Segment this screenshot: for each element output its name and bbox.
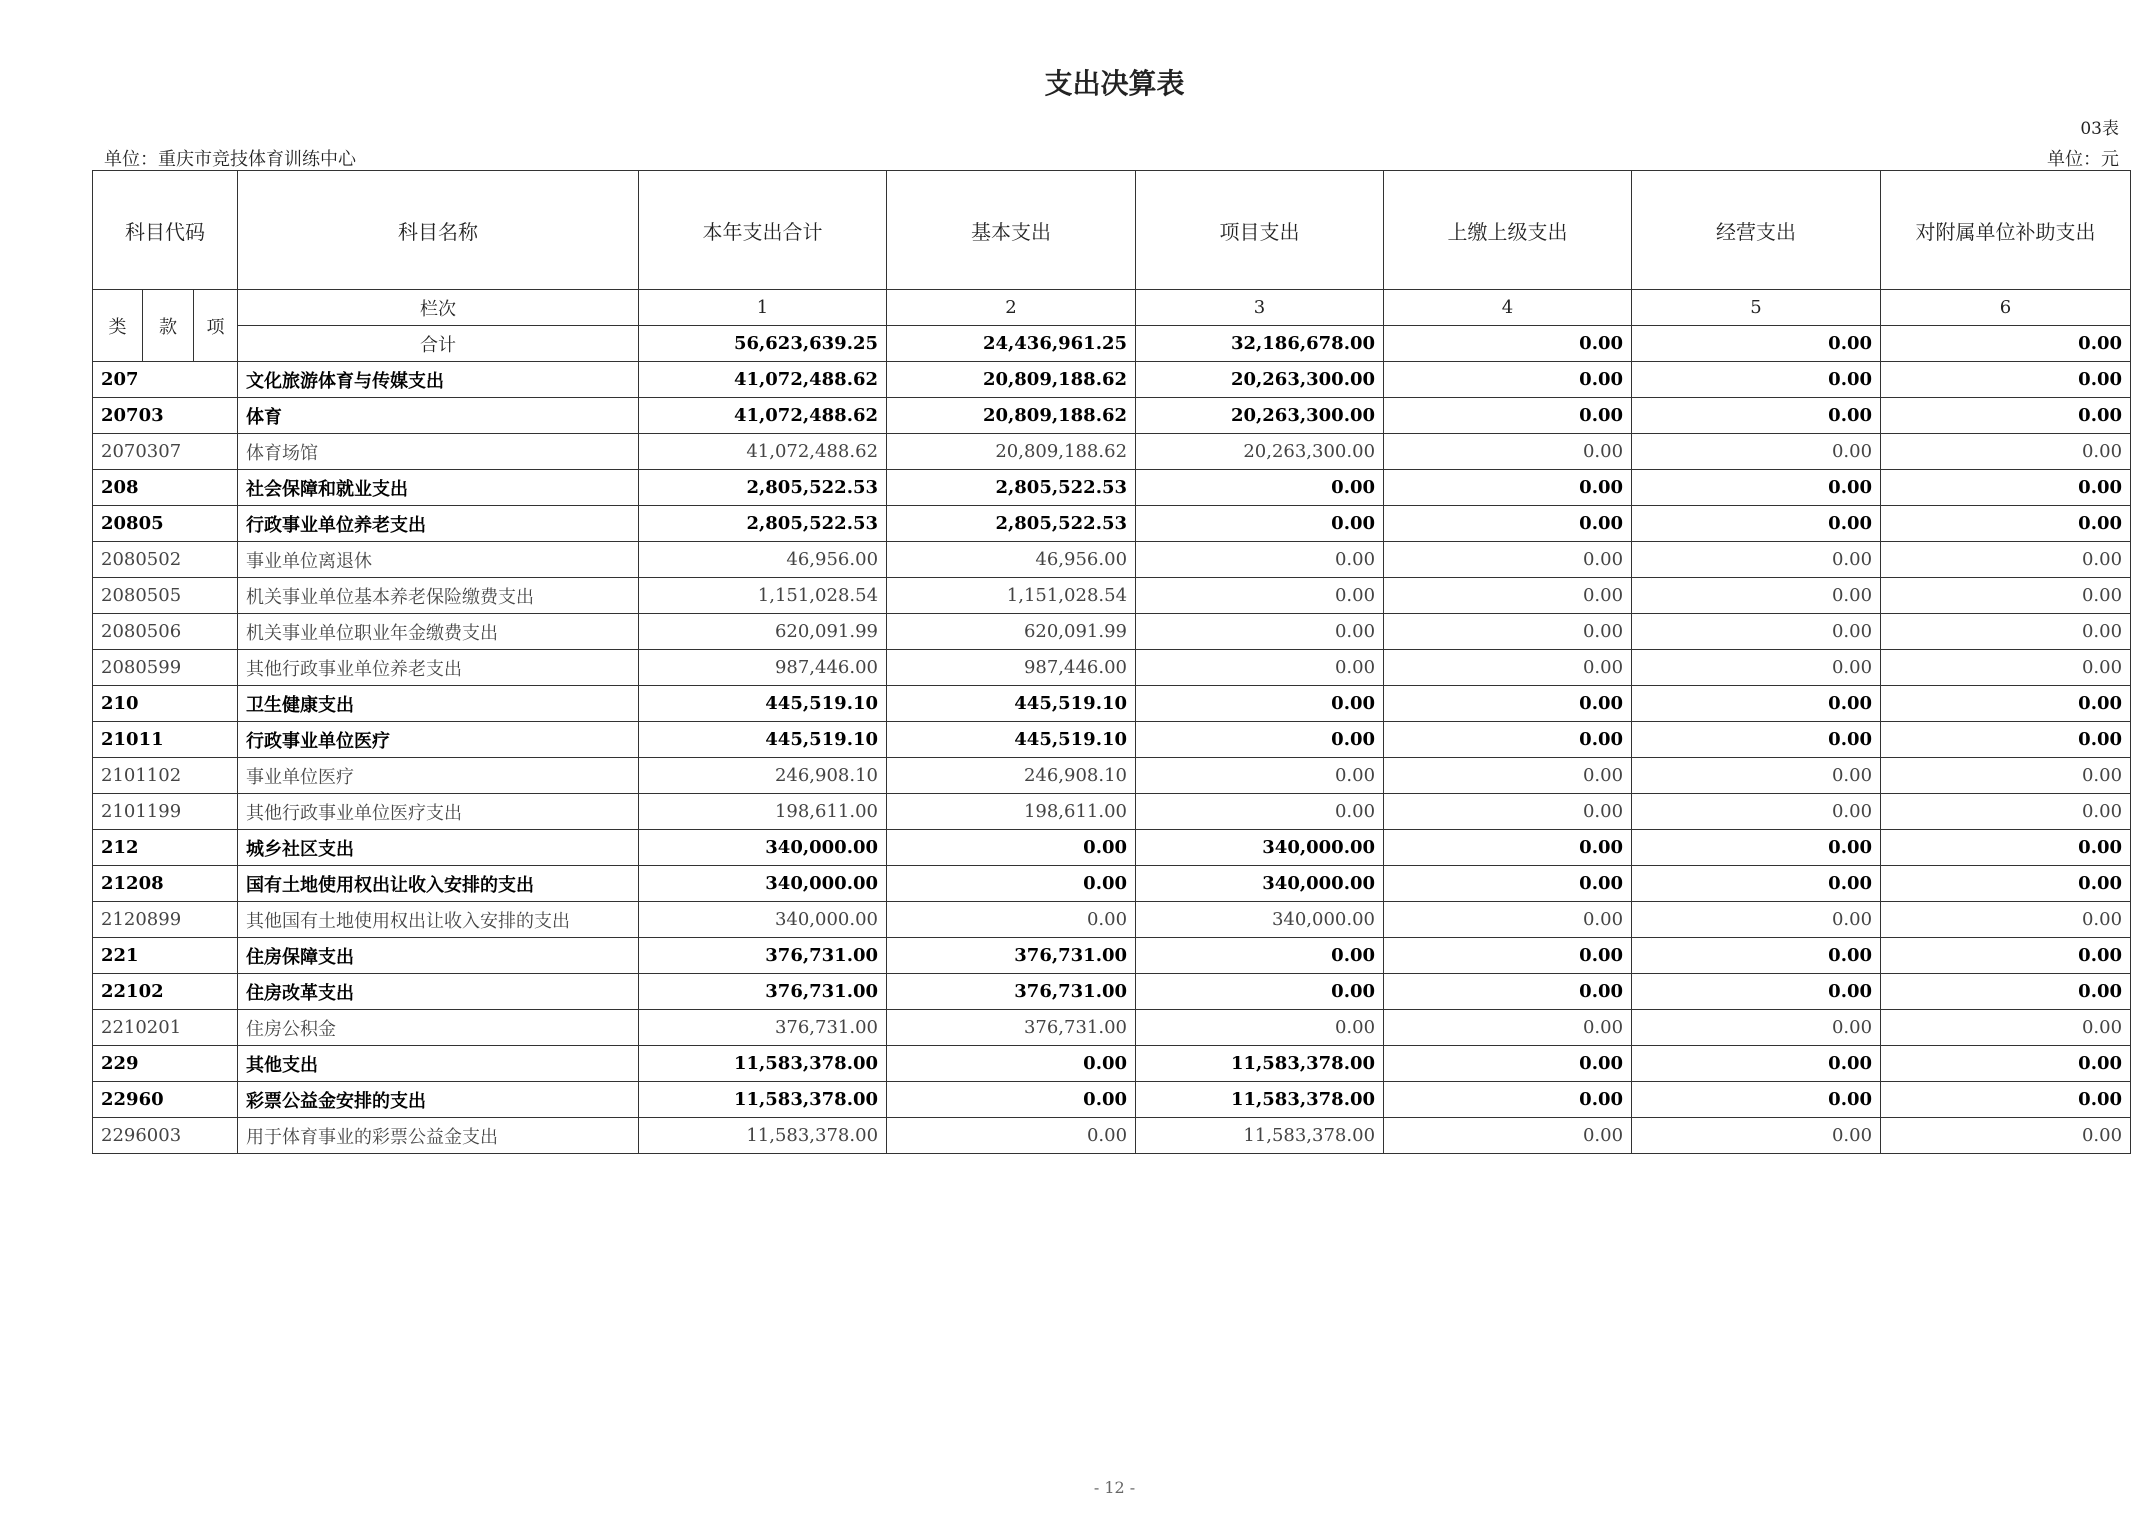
amount-cell: 376,731.00 bbox=[887, 974, 1136, 1010]
amount-cell: 20,809,188.62 bbox=[887, 362, 1136, 398]
total-row bbox=[93, 326, 2131, 362]
amount-cell: 0.00 bbox=[1384, 830, 1632, 866]
amount-cell: 0.00 bbox=[1136, 722, 1384, 758]
amount-cell: 0.00 bbox=[1384, 1046, 1632, 1082]
amount-cell: 0.00 bbox=[1384, 398, 1632, 434]
subject-name: 城乡社区支出 bbox=[238, 830, 639, 866]
total-label: 合计 bbox=[238, 326, 639, 362]
subject-code: 229 bbox=[93, 1046, 238, 1082]
amount-cell: 0.00 bbox=[1384, 362, 1632, 398]
subject-name: 国有土地使用权出让收入安排的支出 bbox=[238, 866, 639, 902]
subject-code: 22102 bbox=[93, 974, 238, 1010]
subject-name: 住房保障支出 bbox=[238, 938, 639, 974]
subject-name: 彩票公益金安排的支出 bbox=[238, 1082, 639, 1118]
amount-cell: 46,956.00 bbox=[887, 542, 1136, 578]
amount-cell: 445,519.10 bbox=[887, 686, 1136, 722]
subject-code: 21208 bbox=[93, 866, 238, 902]
amount-cell: 198,611.00 bbox=[639, 794, 887, 830]
subject-code: 2070307 bbox=[93, 434, 238, 470]
amount-cell: 2,805,522.53 bbox=[887, 470, 1136, 506]
amount-cell: 987,446.00 bbox=[887, 650, 1136, 686]
subject-name: 机关事业单位职业年金缴费支出 bbox=[238, 614, 639, 650]
amount-cell: 0.00 bbox=[1632, 1118, 1881, 1154]
amount-cell: 0.00 bbox=[1632, 758, 1881, 794]
amount-cell: 0.00 bbox=[1632, 614, 1881, 650]
amount-cell: 376,731.00 bbox=[887, 938, 1136, 974]
amount-cell: 0.00 bbox=[1384, 938, 1632, 974]
amount-cell: 0.00 bbox=[1881, 470, 2131, 506]
lei-label: 类 bbox=[93, 290, 143, 362]
amount-cell: 0.00 bbox=[1881, 434, 2131, 470]
col-number: 4 bbox=[1384, 290, 1632, 326]
subject-code: 2080506 bbox=[93, 614, 238, 650]
amount-cell: 376,731.00 bbox=[887, 1010, 1136, 1046]
table-row bbox=[93, 434, 2131, 470]
subject-code: 22960 bbox=[93, 1082, 238, 1118]
amount-cell: 0.00 bbox=[1632, 830, 1881, 866]
amount-cell: 0.00 bbox=[1384, 902, 1632, 938]
amount-cell: 0.00 bbox=[1384, 650, 1632, 686]
amount-cell: 0.00 bbox=[1881, 722, 2131, 758]
amount-cell: 0.00 bbox=[887, 830, 1136, 866]
header-code: 科目代码 bbox=[93, 171, 238, 290]
amount-cell: 0.00 bbox=[1136, 974, 1384, 1010]
header-name: 科目名称 bbox=[238, 171, 639, 290]
amount-cell: 0.00 bbox=[1632, 650, 1881, 686]
table-row bbox=[93, 938, 2131, 974]
amount-cell: 0.00 bbox=[1136, 650, 1384, 686]
amount-cell: 0.00 bbox=[1136, 686, 1384, 722]
col-number: 6 bbox=[1881, 290, 2131, 326]
subject-name: 体育 bbox=[238, 398, 639, 434]
amount-cell: 11,583,378.00 bbox=[1136, 1082, 1384, 1118]
subject-code: 2120899 bbox=[93, 902, 238, 938]
amount-cell: 0.00 bbox=[1136, 614, 1384, 650]
amount-cell: 0.00 bbox=[1632, 902, 1881, 938]
page-number: - 12 - bbox=[1093, 1478, 1136, 1497]
subject-name: 卫生健康支出 bbox=[238, 686, 639, 722]
amount-cell: 376,731.00 bbox=[639, 938, 887, 974]
amount-cell: 41,072,488.62 bbox=[639, 362, 887, 398]
amount-cell: 0.00 bbox=[1632, 470, 1881, 506]
subject-code: 212 bbox=[93, 830, 238, 866]
subject-name: 其他行政事业单位养老支出 bbox=[238, 650, 639, 686]
subject-code: 20703 bbox=[93, 398, 238, 434]
col-number: 3 bbox=[1136, 290, 1384, 326]
table-row bbox=[93, 542, 2131, 578]
expenditure-table bbox=[92, 170, 2131, 1154]
subject-name: 住房公积金 bbox=[238, 1010, 639, 1046]
header-subsidy: 对附属单位补助支出 bbox=[1881, 171, 2131, 290]
amount-cell: 0.00 bbox=[1881, 506, 2131, 542]
amount-cell: 0.00 bbox=[1384, 542, 1632, 578]
amount-cell: 11,583,378.00 bbox=[639, 1118, 887, 1154]
amount-cell: 445,519.10 bbox=[887, 722, 1136, 758]
kuan-label: 款 bbox=[143, 290, 194, 362]
table-row bbox=[93, 686, 2131, 722]
header-upper: 上缴上级支出 bbox=[1384, 171, 1632, 290]
amount-cell: 620,091.99 bbox=[639, 614, 887, 650]
amount-cell: 246,908.10 bbox=[639, 758, 887, 794]
amount-cell: 0.00 bbox=[1136, 794, 1384, 830]
xiang-label: 项 bbox=[194, 290, 238, 362]
amount-cell: 0.00 bbox=[1384, 614, 1632, 650]
amount-cell: 0.00 bbox=[1632, 722, 1881, 758]
subject-name: 行政事业单位养老支出 bbox=[238, 506, 639, 542]
subject-code: 2080505 bbox=[93, 578, 238, 614]
amount-cell: 0.00 bbox=[1881, 542, 2131, 578]
amount-cell: 0.00 bbox=[1881, 398, 2131, 434]
amount-cell: 0.00 bbox=[1881, 686, 2131, 722]
amount-cell: 376,731.00 bbox=[639, 1010, 887, 1046]
table-row bbox=[93, 902, 2131, 938]
table-row bbox=[93, 722, 2131, 758]
subject-name: 事业单位医疗 bbox=[238, 758, 639, 794]
amount-cell: 0.00 bbox=[1136, 542, 1384, 578]
amount-cell: 0.00 bbox=[1632, 866, 1881, 902]
amount-cell: 246,908.10 bbox=[887, 758, 1136, 794]
amount-cell: 0.00 bbox=[1136, 1010, 1384, 1046]
amount-cell: 0.00 bbox=[1881, 578, 2131, 614]
subject-code: 210 bbox=[93, 686, 238, 722]
amount-cell: 0.00 bbox=[1384, 794, 1632, 830]
amount-cell: 0.00 bbox=[1632, 362, 1881, 398]
subject-code: 2210201 bbox=[93, 1010, 238, 1046]
col-number: 5 bbox=[1632, 290, 1881, 326]
amount-cell: 0.00 bbox=[1384, 758, 1632, 794]
subject-code: 221 bbox=[93, 938, 238, 974]
amount-cell: 0.00 bbox=[887, 1118, 1136, 1154]
table-row bbox=[93, 650, 2131, 686]
subject-code: 2101199 bbox=[93, 794, 238, 830]
amount-cell: 2,805,522.53 bbox=[639, 470, 887, 506]
amount-cell: 0.00 bbox=[1384, 686, 1632, 722]
amount-cell: 20,263,300.00 bbox=[1136, 434, 1384, 470]
amount-cell: 0.00 bbox=[1136, 470, 1384, 506]
table-row bbox=[93, 758, 2131, 794]
amount-cell: 0.00 bbox=[1632, 974, 1881, 1010]
table-row bbox=[93, 362, 2131, 398]
amount-cell: 20,809,188.62 bbox=[887, 398, 1136, 434]
amount-cell: 0.00 bbox=[887, 902, 1136, 938]
amount-cell: 0.00 bbox=[1632, 938, 1881, 974]
amount-cell: 0.00 bbox=[1881, 830, 2131, 866]
amount-cell: 46,956.00 bbox=[639, 542, 887, 578]
unit-organization: 单位：重庆市竞技体育训练中心 bbox=[104, 149, 356, 170]
table-row bbox=[93, 974, 2131, 1010]
header-total: 本年支出合计 bbox=[639, 171, 887, 290]
amount-cell: 0.00 bbox=[1384, 974, 1632, 1010]
amount-cell: 0.00 bbox=[1632, 398, 1881, 434]
amount-cell: 2,805,522.53 bbox=[639, 506, 887, 542]
amount-cell: 340,000.00 bbox=[1136, 830, 1384, 866]
amount-cell: 0.00 bbox=[1881, 866, 2131, 902]
amount-cell: 0.00 bbox=[1384, 470, 1632, 506]
subject-code: 21011 bbox=[93, 722, 238, 758]
amount-cell: 0.00 bbox=[1136, 506, 1384, 542]
amount-cell: 620,091.99 bbox=[887, 614, 1136, 650]
amount-cell: 0.00 bbox=[1881, 1046, 2131, 1082]
amount-cell: 340,000.00 bbox=[639, 902, 887, 938]
amount-cell: 0.00 bbox=[1632, 506, 1881, 542]
amount-cell: 0.00 bbox=[1632, 434, 1881, 470]
amount-cell: 445,519.10 bbox=[639, 686, 887, 722]
amount-cell: 0.00 bbox=[1136, 578, 1384, 614]
subject-code: 2101102 bbox=[93, 758, 238, 794]
subject-name: 社会保障和就业支出 bbox=[238, 470, 639, 506]
table-row bbox=[93, 830, 2131, 866]
amount-cell: 0.00 bbox=[1632, 578, 1881, 614]
header-business: 经营支出 bbox=[1632, 171, 1881, 290]
amount-cell: 0.00 bbox=[1881, 362, 2131, 398]
table-row bbox=[93, 866, 2131, 902]
amount-cell: 11,583,378.00 bbox=[639, 1082, 887, 1118]
header-row bbox=[93, 171, 2131, 290]
amount-cell: 0.00 bbox=[1384, 722, 1632, 758]
subject-name: 用于体育事业的彩票公益金支出 bbox=[238, 1118, 639, 1154]
amount-cell: 11,583,378.00 bbox=[1136, 1046, 1384, 1082]
amount-cell: 987,446.00 bbox=[639, 650, 887, 686]
amount-cell: 0.00 bbox=[1384, 506, 1632, 542]
table-row bbox=[93, 1046, 2131, 1082]
amount-cell: 1,151,028.54 bbox=[639, 578, 887, 614]
subject-code: 2080502 bbox=[93, 542, 238, 578]
amount-cell: 340,000.00 bbox=[1136, 902, 1384, 938]
amount-cell: 20,263,300.00 bbox=[1136, 398, 1384, 434]
amount-cell: 0.00 bbox=[1881, 794, 2131, 830]
amount-cell: 0.00 bbox=[1632, 1010, 1881, 1046]
subject-name: 其他支出 bbox=[238, 1046, 639, 1082]
col-number: 1 bbox=[639, 290, 887, 326]
table-row bbox=[93, 794, 2131, 830]
subject-name: 住房改革支出 bbox=[238, 974, 639, 1010]
amount-cell: 0.00 bbox=[887, 1046, 1136, 1082]
amount-cell: 0.00 bbox=[1881, 974, 2131, 1010]
table-row bbox=[93, 614, 2131, 650]
subject-code: 20805 bbox=[93, 506, 238, 542]
amount-cell: 0.00 bbox=[1632, 794, 1881, 830]
lanci-label: 栏次 bbox=[238, 290, 639, 326]
subject-code: 208 bbox=[93, 470, 238, 506]
subject-name: 其他国有土地使用权出让收入安排的支出 bbox=[238, 902, 639, 938]
unit-currency: 单位：元 bbox=[2047, 149, 2119, 170]
amount-cell: 41,072,488.62 bbox=[639, 398, 887, 434]
amount-cell: 198,611.00 bbox=[887, 794, 1136, 830]
amount-cell: 340,000.00 bbox=[1136, 866, 1384, 902]
table-row bbox=[93, 578, 2131, 614]
amount-cell: 0.00 bbox=[1881, 1010, 2131, 1046]
amount-cell: 0.00 bbox=[1136, 758, 1384, 794]
amount-cell: 0.00 bbox=[1384, 578, 1632, 614]
amount-cell: 0.00 bbox=[1384, 434, 1632, 470]
amount-cell: 2,805,522.53 bbox=[887, 506, 1136, 542]
amount-cell: 0.00 bbox=[1384, 1082, 1632, 1118]
subject-name: 体育场馆 bbox=[238, 434, 639, 470]
amount-cell: 11,583,378.00 bbox=[1136, 1118, 1384, 1154]
amount-cell: 0.00 bbox=[1632, 1046, 1881, 1082]
amount-cell: 0.00 bbox=[1881, 614, 2131, 650]
table-row bbox=[93, 1010, 2131, 1046]
amount-cell: 41,072,488.62 bbox=[639, 434, 887, 470]
table-row bbox=[93, 398, 2131, 434]
amount-cell: 0.00 bbox=[1881, 1118, 2131, 1154]
total-value: 0.00 bbox=[1632, 326, 1881, 362]
subject-name: 其他行政事业单位医疗支出 bbox=[238, 794, 639, 830]
subject-name: 文化旅游体育与传媒支出 bbox=[238, 362, 639, 398]
amount-cell: 0.00 bbox=[1881, 650, 2131, 686]
amount-cell: 0.00 bbox=[1881, 758, 2131, 794]
table-row bbox=[93, 1118, 2131, 1154]
amount-cell: 0.00 bbox=[1384, 1118, 1632, 1154]
amount-cell: 0.00 bbox=[887, 1082, 1136, 1118]
subject-code: 207 bbox=[93, 362, 238, 398]
header-basic: 基本支出 bbox=[887, 171, 1136, 290]
subject-name: 事业单位离退休 bbox=[238, 542, 639, 578]
amount-cell: 0.00 bbox=[1881, 938, 2131, 974]
amount-cell: 0.00 bbox=[1632, 1082, 1881, 1118]
subject-name: 行政事业单位医疗 bbox=[238, 722, 639, 758]
total-value: 0.00 bbox=[1881, 326, 2131, 362]
page-title: 支出决算表 bbox=[1044, 67, 1185, 100]
amount-cell: 0.00 bbox=[1384, 1010, 1632, 1046]
amount-cell: 340,000.00 bbox=[639, 866, 887, 902]
col-number: 2 bbox=[887, 290, 1136, 326]
amount-cell: 1,151,028.54 bbox=[887, 578, 1136, 614]
table-row bbox=[93, 506, 2131, 542]
amount-cell: 0.00 bbox=[1881, 1082, 2131, 1118]
amount-cell: 0.00 bbox=[1384, 866, 1632, 902]
subject-code: 2080599 bbox=[93, 650, 238, 686]
table-row bbox=[93, 1082, 2131, 1118]
subject-code: 2296003 bbox=[93, 1118, 238, 1154]
amount-cell: 11,583,378.00 bbox=[639, 1046, 887, 1082]
total-value: 56,623,639.25 bbox=[639, 326, 887, 362]
subject-name: 机关事业单位基本养老保险缴费支出 bbox=[238, 578, 639, 614]
table-number: 03表 bbox=[2080, 119, 2119, 139]
amount-cell: 0.00 bbox=[1881, 902, 2131, 938]
table-row bbox=[93, 470, 2131, 506]
header-project: 项目支出 bbox=[1136, 171, 1384, 290]
total-value: 32,186,678.00 bbox=[1136, 326, 1384, 362]
amount-cell: 0.00 bbox=[1632, 686, 1881, 722]
amount-cell: 376,731.00 bbox=[639, 974, 887, 1010]
amount-cell: 20,263,300.00 bbox=[1136, 362, 1384, 398]
total-value: 24,436,961.25 bbox=[887, 326, 1136, 362]
column-number-row bbox=[93, 290, 2131, 326]
amount-cell: 0.00 bbox=[1632, 542, 1881, 578]
amount-cell: 445,519.10 bbox=[639, 722, 887, 758]
amount-cell: 0.00 bbox=[887, 866, 1136, 902]
total-value: 0.00 bbox=[1384, 326, 1632, 362]
amount-cell: 340,000.00 bbox=[639, 830, 887, 866]
amount-cell: 0.00 bbox=[1136, 938, 1384, 974]
amount-cell: 20,809,188.62 bbox=[887, 434, 1136, 470]
